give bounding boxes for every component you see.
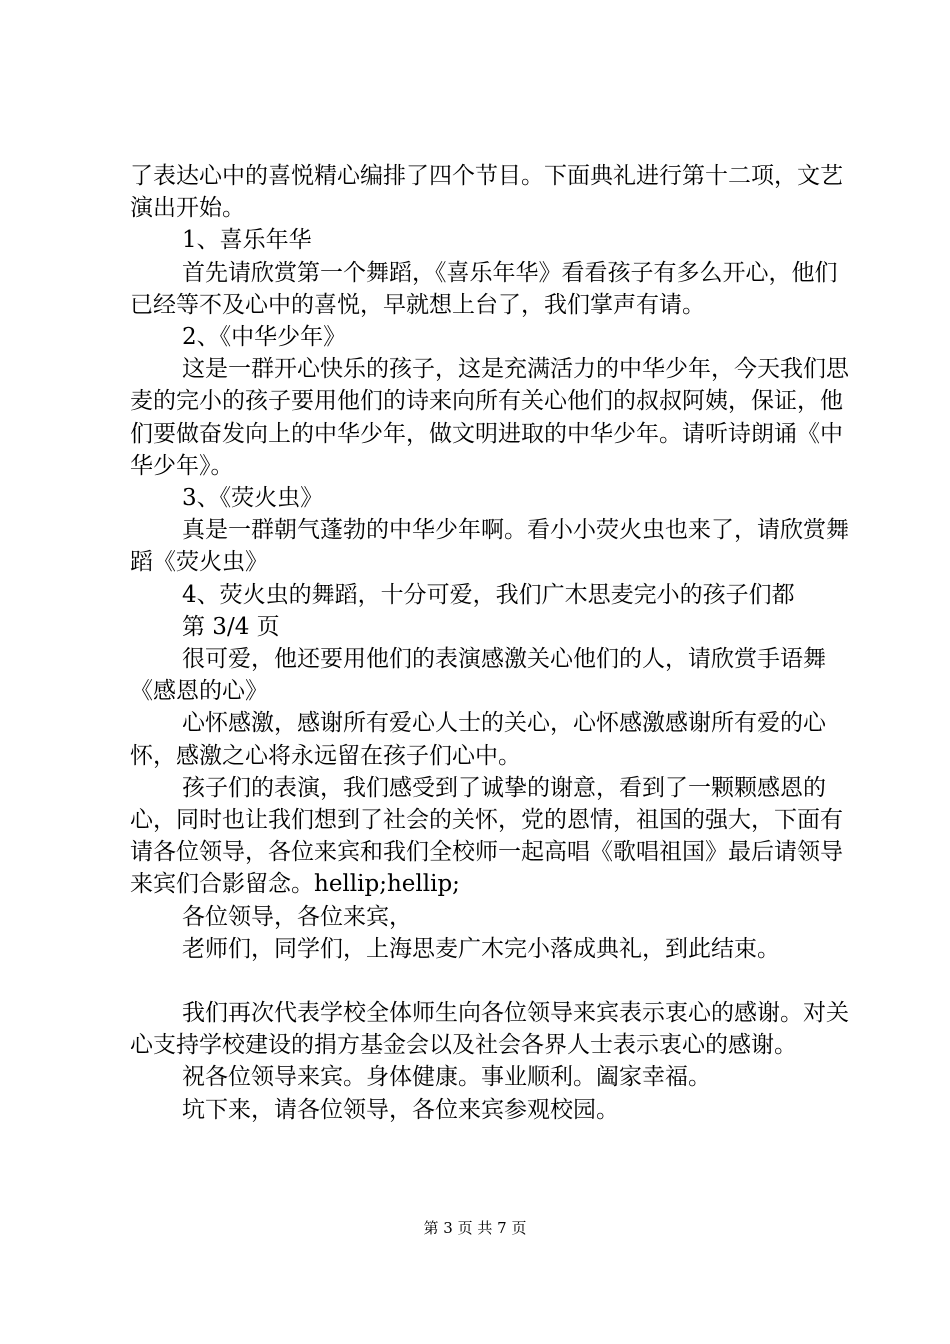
paragraph: 各位领导，各位来宾， [182, 903, 412, 930]
paragraph: 了表达心中的喜悦精心编排了四个节目。下面典礼进行第十二项，文艺演出开始。 [130, 163, 843, 222]
program-item-heading: 1、喜乐年华 [182, 227, 312, 254]
paragraph: 孩子们的表演，我们感受到了诚挚的谢意，看到了一颗颗感恩的心，同时也让我们想到了社会的关怀，党的恩情，祖国的强大，下面有请各位领导，各位来宾和我们全校师一起高唱《歌唱祖国》最后请领导来宾们合影留念。hellip;hellip; [130, 774, 843, 898]
program-item-heading: 2、《中华少年》 [182, 324, 347, 351]
paragraph: 心怀感激，感谢所有爱心人士的关心，心怀感激感谢所有爱的心怀，感激之心将永远留在孩子们心中。 [130, 710, 826, 769]
paragraph: 很可爱，他还要用他们的表演感激关心他们的人，请欣赏手语舞《感恩的心》 [130, 646, 826, 705]
paragraph: 真是一群朝气蓬勃的中华少年啊。看小小荧火虫也来了，请欣赏舞蹈《荧火虫》 [130, 517, 849, 576]
document-body [130, 160, 850, 1126]
inline-page-marker: 第 3/4 页 [182, 613, 280, 640]
paragraph: 这是一群开心快乐的孩子，这是充满活力的中华少年，今天我们思麦的完小的孩子要用他们的诗来向所有关心他们的叔叔阿姨，保证，他们要做奋发向上的中华少年，做文明进取的中华少年。请听诗朗诵《中华少年》。 [130, 356, 849, 479]
page-footer [0, 1218, 950, 1238]
paragraph: 我们再次代表学校全体师生向各位领导来宾表示衷心的感谢。对关心支持学校建设的捐方基金会以及社会各界人士表示衷心的感谢。 [130, 1000, 849, 1059]
paragraph: 首先请欣赏第一个舞蹈，《喜乐年华》看看孩子有多么开心，他们已经等不及心中的喜悦，早就想上台了，我们掌声有请。 [130, 259, 838, 318]
paragraph: 4、荧火虫的舞蹈，十分可爱，我们广木思麦完小的孩子们都 [182, 581, 795, 608]
paragraph: 老师们，同学们，上海思麦广木完小落成典礼，到此结束。 [182, 935, 780, 962]
program-item-heading: 3、《荧火虫》 [182, 485, 324, 512]
page-number-label: 第 3 页 共 7 页 [423, 1219, 527, 1237]
blank-line [130, 965, 850, 997]
paragraph: 祝各位领导来宾。身体健康。事业顺利。阖家幸福。 [182, 1064, 711, 1091]
paragraph: 坑下来，请各位领导，各位来宾参观校园。 [182, 1096, 619, 1123]
